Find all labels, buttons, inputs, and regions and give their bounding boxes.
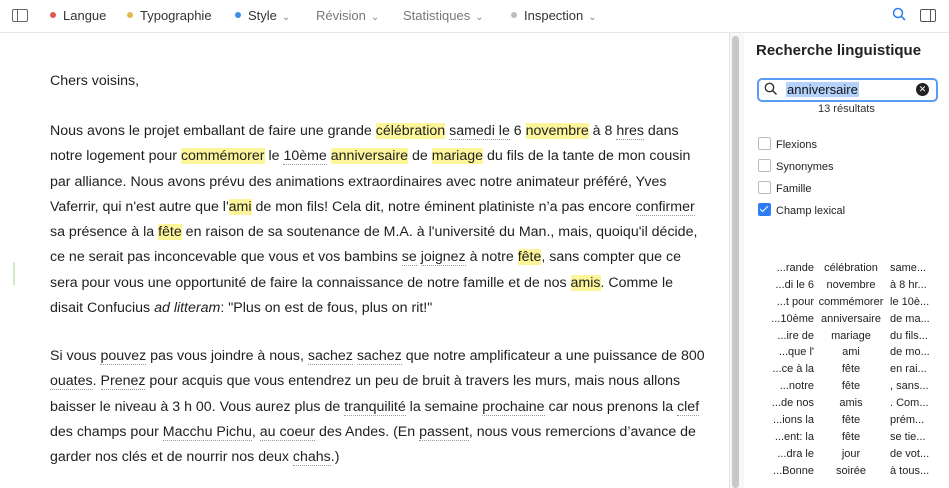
concordance-row[interactable] — [756, 328, 948, 345]
concordance-row[interactable] — [756, 378, 948, 395]
concordance-keyword: fête — [841, 380, 861, 393]
flagged-word[interactable]: passent — [419, 423, 469, 440]
paragraph-2 — [50, 344, 710, 470]
highlighted-word: fête — [158, 224, 182, 241]
concordance-keyword: novembre — [826, 278, 876, 291]
text-run: .) — [330, 449, 340, 466]
concordance-right: se tie... — [890, 430, 926, 443]
highlighted-word: novembre — [525, 123, 589, 139]
chevron-down-icon: ⌄ — [281, 12, 291, 23]
concordance-keyword: anniversaire — [821, 312, 881, 325]
flagged-word[interactable]: sachez — [356, 348, 402, 364]
text-run: à notre — [465, 249, 518, 266]
inspector-toggle-icon[interactable] — [920, 9, 936, 22]
text-run: , — [251, 423, 260, 440]
revision-label: Révision — [316, 8, 366, 23]
flagged-word[interactable]: pouvez — [100, 348, 147, 364]
search-icon[interactable] — [892, 7, 907, 27]
search-value: anniversaire — [787, 82, 858, 97]
concordance-keyword: fête — [841, 414, 861, 427]
concordance-left: ...dra le — [777, 447, 814, 460]
concordance-keyword: commémorer — [818, 295, 884, 308]
highlighted-word: fête — [517, 249, 542, 266]
concordance-row[interactable] — [756, 294, 948, 311]
concordance-left: ...di le 6 — [775, 278, 814, 291]
concordance-list — [756, 260, 948, 480]
concordance-left: ...ire de — [777, 329, 814, 342]
text-run: de mon fils! Cela dit, notre éminent platiniste n’a pas encore — [251, 198, 636, 215]
flagged-word[interactable]: Prenez — [100, 373, 146, 390]
concordance-right: de mo... — [890, 346, 930, 359]
chevron-down-icon: ⌄ — [475, 12, 484, 23]
typographie-dot-icon — [127, 12, 133, 18]
concordance-right: le 10è... — [890, 295, 930, 308]
highlighted-word: mariage — [431, 148, 484, 165]
concordance-keyword: ami — [842, 346, 860, 359]
concordance-keyword: amis — [839, 397, 863, 410]
concordance-left: ...t pour — [776, 295, 814, 308]
option-label: Synonymes — [776, 161, 834, 173]
change-marker — [13, 262, 15, 285]
chevron-down-icon: ⌄ — [370, 12, 380, 23]
concordance-right: du fils... — [890, 329, 928, 342]
flagged-word[interactable]: 10ème — [283, 148, 327, 165]
inspection-dot-icon — [511, 12, 517, 18]
text-run: pas vous joindre à nous, — [146, 348, 308, 364]
concordance-left: ...que l' — [778, 346, 814, 359]
concordance-row[interactable] — [756, 361, 948, 378]
concordance-left: ...rande — [776, 262, 814, 274]
concordance-row[interactable] — [756, 344, 948, 361]
flagged-word[interactable]: tranquilité — [344, 398, 406, 415]
text-run: des champs pour — [50, 423, 163, 440]
flagged-word[interactable]: au coeur — [259, 423, 315, 440]
flagged-word[interactable]: se — [401, 249, 417, 266]
toolbar — [0, 0, 949, 33]
results-count: 13 résultats — [818, 103, 875, 115]
chevron-down-icon: ⌄ — [588, 12, 597, 23]
statistiques-dropdown[interactable] — [403, 8, 484, 26]
langue-tab[interactable] — [50, 8, 106, 24]
text-run: : "Plus on est de fous, plus on rit!" — [220, 300, 433, 317]
text-run: . — [92, 373, 101, 390]
flagged-word[interactable]: Macchu Pichu — [162, 423, 252, 440]
concordance-right: en rai... — [890, 363, 927, 376]
scrollbar-thumb[interactable] — [732, 36, 739, 488]
text-run: Nous avons le projet emballant de faire une grande — [50, 123, 376, 139]
text-run: Si vous — [50, 348, 101, 364]
search-icon — [764, 82, 778, 101]
paragraph-1 — [50, 119, 710, 321]
concordance-right: de ma... — [890, 312, 930, 325]
text-run: le — [264, 148, 284, 165]
concordance-left: ...ce à la — [772, 363, 814, 376]
style-dot-icon — [235, 12, 241, 18]
checkbox-checked[interactable] — [758, 203, 771, 216]
style-label: Style — [248, 8, 277, 23]
statistiques-label: Statistiques — [403, 8, 471, 23]
style-dropdown[interactable] — [235, 8, 290, 26]
concordance-row[interactable] — [756, 463, 948, 480]
concordance-right: , sans... — [890, 380, 929, 393]
text-run: des Andes. (En — [315, 423, 420, 440]
typographie-tab[interactable] — [127, 8, 212, 24]
concordance-row[interactable] — [756, 446, 948, 463]
checkbox[interactable] — [758, 137, 771, 150]
italic-text: ad litteram — [154, 300, 221, 317]
revision-dropdown[interactable] — [316, 8, 379, 26]
concordance-left: ...ions la — [773, 414, 814, 427]
text-run: du fils de la tante de mon cousin par alliance. Nous avons prévu des animations extraordinaires avec notre animateur préféré, Yves Vaferrir, qui n'est autre que l' — [50, 148, 691, 215]
langue-dot-icon — [50, 12, 56, 18]
flagged-word[interactable]: sachez — [307, 348, 353, 364]
concordance-left: ...Bonne — [773, 464, 814, 477]
concordance-left: ...notre — [779, 380, 814, 393]
text-run: , sans compter que ce sera pour vous une opportunité de faire la connaissance de notre famille et de nos — [50, 249, 681, 291]
concordance-row[interactable] — [756, 395, 948, 412]
option-label: Flexions — [776, 139, 817, 151]
option-flexions[interactable] — [758, 137, 817, 152]
langue-label: Langue — [63, 8, 107, 23]
concordance-right: . Com... — [890, 397, 929, 410]
concordance-left: ...de nos — [771, 397, 814, 410]
text-run: . Comme le disait Confucius — [50, 274, 674, 317]
option-label: Famille — [776, 183, 812, 195]
concordance-keyword: fête — [841, 430, 861, 443]
concordance-right: à tous... — [890, 464, 930, 477]
flagged-word[interactable]: clef — [677, 398, 700, 415]
concordance-row[interactable] — [756, 429, 948, 446]
highlighted-word: ami — [228, 198, 252, 215]
document-editor[interactable] — [0, 33, 729, 488]
concordance-left: ...10ème — [771, 312, 814, 325]
search-input[interactable] — [757, 78, 938, 102]
highlighted-word: amis — [570, 274, 601, 291]
text-run: , nous vous remercions d’avance de garder nos clés et de nourrir nos deux — [50, 423, 696, 466]
highlighted-word: anniversaire — [330, 148, 409, 165]
flagged-word[interactable]: hres — [616, 123, 644, 139]
flagged-word[interactable]: prochaine — [482, 398, 545, 415]
option-label: Champ lexical — [776, 205, 846, 217]
concordance-keyword: soirée — [836, 464, 866, 477]
option-synonymes[interactable] — [758, 159, 833, 174]
concordance-right: de vot... — [890, 447, 930, 460]
text-run: car nous prenons la — [544, 398, 678, 415]
flagged-word[interactable]: chahs — [292, 449, 331, 466]
text-run: à 8 — [588, 123, 617, 139]
inspection-label: Inspection — [524, 8, 584, 23]
flagged-word[interactable]: samedi le — [449, 123, 510, 139]
concordance-right: same... — [890, 262, 927, 274]
concordance-row[interactable] — [756, 311, 948, 328]
flagged-word[interactable]: confirmer — [635, 198, 695, 215]
concordance-keyword: mariage — [831, 329, 871, 342]
text-run: en raison de sa soutenance de M.A. à l'université du Man., mais, quoiqu'il décide, ce ne serait pas inconcevable que vous et vos bambins — [50, 224, 698, 266]
typographie-label: Typographie — [140, 8, 212, 23]
checkbox[interactable] — [758, 181, 771, 194]
greeting: Chers voisins, — [50, 73, 140, 89]
flagged-word[interactable]: joignez — [420, 249, 466, 266]
text-run: que notre amplificateur a une puissance de 800 — [401, 348, 705, 364]
linguistic-search-panel — [744, 33, 949, 488]
option-champ-lexical[interactable] — [758, 203, 845, 218]
concordance-keyword: célébration — [824, 262, 878, 274]
text-run: de — [408, 148, 432, 165]
text-run: pour acquis que vous entendrez un peu de bruit à travers les murs, mais nous allons baisser le niveau à 3 h 00. Vous aurez plus de — [50, 373, 681, 415]
concordance-keyword: fête — [841, 363, 861, 376]
panel-title: Recherche linguistique — [756, 42, 922, 59]
text-run: sa présence à la — [50, 224, 159, 241]
concordance-keyword: jour — [841, 447, 861, 460]
option-famille[interactable] — [758, 181, 811, 196]
sidebar-toggle-icon[interactable] — [12, 9, 28, 22]
flagged-word[interactable]: ouates — [50, 373, 93, 390]
inspection-dropdown[interactable] — [511, 8, 597, 26]
concordance-row[interactable] — [756, 260, 948, 277]
highlighted-word: célébration — [375, 123, 446, 139]
concordance-row[interactable] — [756, 277, 948, 294]
concordance-left: ...ent: la — [774, 430, 814, 443]
concordance-right: à 8 hr... — [890, 278, 927, 291]
text-run: dans notre logement pour — [50, 123, 679, 165]
clear-icon[interactable]: ✕ — [916, 83, 929, 96]
concordance-right: prém... — [890, 414, 925, 427]
checkbox[interactable] — [758, 159, 771, 172]
concordance-row[interactable] — [756, 412, 948, 429]
text-run: la semaine — [405, 398, 483, 415]
text-run: 6 — [509, 123, 526, 139]
highlighted-word: commémorer — [180, 148, 265, 165]
